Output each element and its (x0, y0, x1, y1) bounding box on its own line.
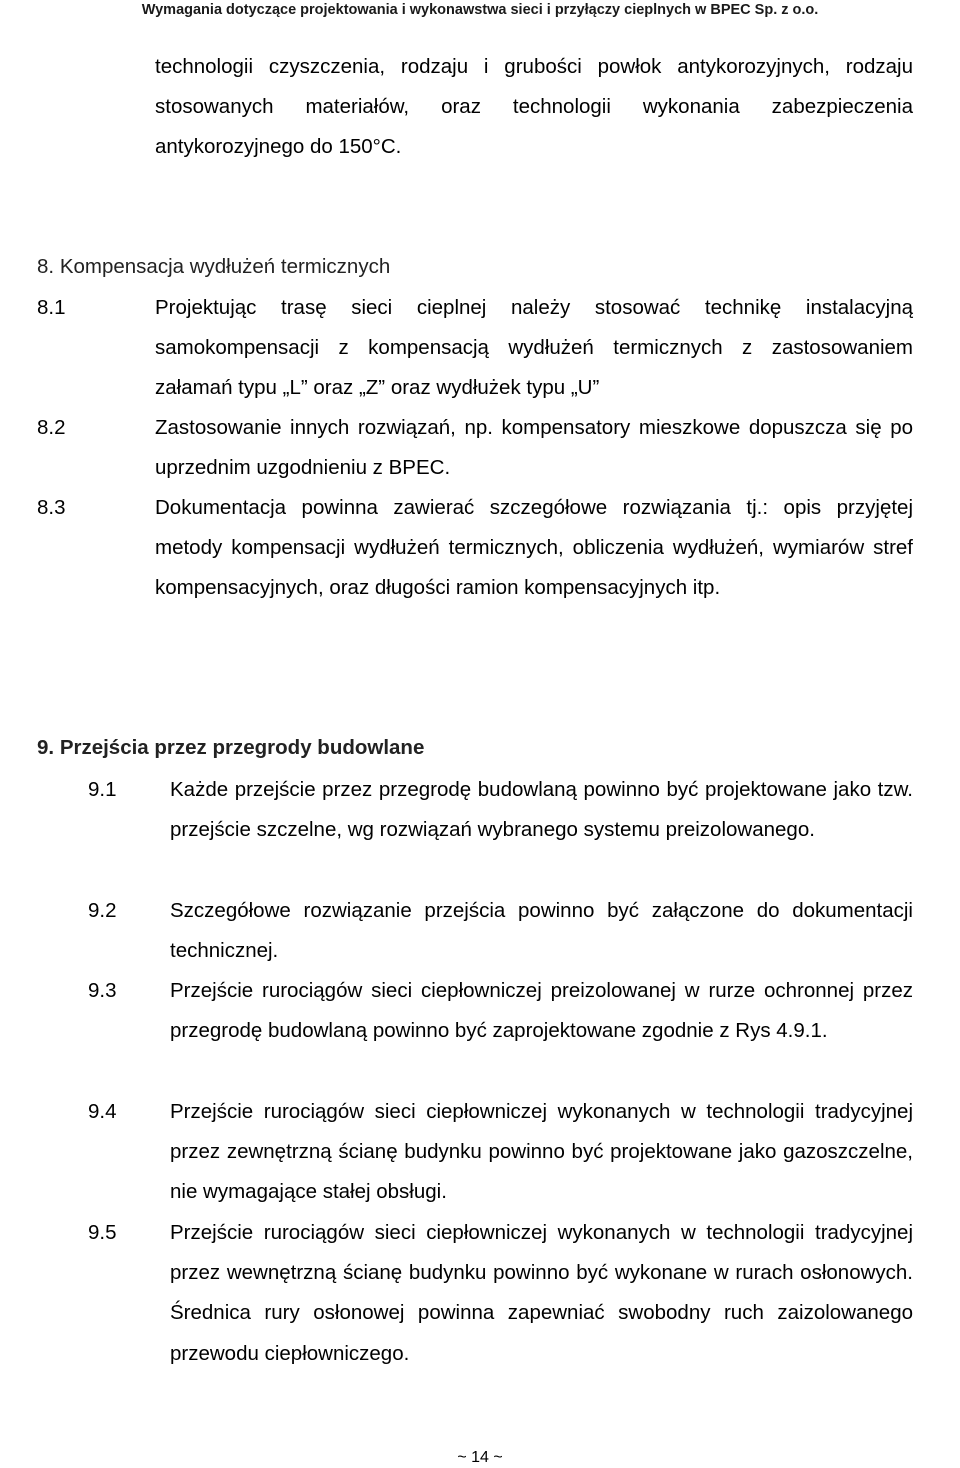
list-item-8-1 (37, 288, 913, 409)
item-number: 9.1 (88, 778, 117, 801)
running-header: Wymagania dotyczące projektowania i wykonawstwa sieci i przyłączy cieplnych w BPEC Sp. z o.o. (141, 2, 819, 18)
item-text: Przejście rurociągów sieci ciepłowniczej wykonanych w technologii tradycyjnej przez wewnętrzną ścianę budynku powinno być wykonane w rurach osłonowych. Średnica rury osłonowej powinna zapewniać swobodny ruch zaizolowanego przewodu ciepłowniczego. (170, 1221, 913, 1365)
item-text: Szczegółowe rozwiązanie przejścia powinno być załączone do dokumentacji technicznej. (170, 899, 913, 963)
section-9-title: Przejścia przez przegrody budowlane (59, 736, 425, 759)
list-item-8-2 (37, 408, 913, 488)
item-text: Każde przejście przez przegrodę budowlaną powinno być projektowane jako tzw. przejście szczelne, wg rozwiązań wybranego systemu preizolowanego. (170, 778, 913, 842)
section-8-title: Kompensacja wydłużeń termicznych (59, 255, 391, 278)
list-item-9-3 (88, 971, 913, 1051)
page-number: ~ 14 ~ (457, 1449, 503, 1466)
item-text: Projektując trasę sieci cieplnej należy stosować technikę instalacyjną samokompensacji z kompensacją wydłużeń termicznych z zastosowaniem załamań typu „L” oraz „Z” oraz wydłużek typu „U” (155, 296, 913, 400)
continuation-paragraph: technologii czyszczenia, rodzaju i grubości powłok antykorozyjnych, rodzaju stosowanych materiałów, oraz technologii wykonania zabezpieczenia antykorozyjnego do 150°C. (155, 55, 913, 159)
section-9-heading (37, 728, 424, 768)
item-text: Przejście rurociągów sieci ciepłowniczej wykonanych w technologii tradycyjnej przez zewnętrzną ścianę budynku powinno być projektowane jako gazoszczelne, nie wymagające stałej obsługi. (170, 1100, 913, 1204)
item-number: 8.1 (37, 296, 66, 319)
section-8-heading (37, 247, 390, 287)
item-number: 9.3 (88, 979, 117, 1002)
item-number: 8.2 (37, 416, 66, 439)
list-item-9-5 (88, 1213, 913, 1374)
list-item-8-3 (37, 488, 913, 609)
list-item-9-1 (88, 770, 913, 850)
list-item-9-4 (88, 1092, 913, 1213)
item-number: 8.3 (37, 496, 66, 519)
list-item-9-2 (88, 891, 913, 971)
item-text: Dokumentacja powinna zawierać szczegółowe rozwiązania tj.: opis przyjętej metody kompensacji wydłużeń termicznych, obliczenia wydłużeń, wymiarów stref kompensacyjnych, oraz długości ramion kompensacyjnych itp. (155, 496, 913, 600)
item-number: 9.4 (88, 1100, 117, 1123)
item-number: 9.2 (88, 899, 117, 922)
section-8-number: 8. (37, 255, 55, 278)
section-9-number: 9. (37, 736, 55, 759)
item-number: 9.5 (88, 1221, 117, 1244)
item-text: Zastosowanie innych rozwiązań, np. kompensatory mieszkowe dopuszcza się po uprzednim uzgodnieniu z BPEC. (155, 416, 913, 480)
item-text: Przejście rurociągów sieci ciepłowniczej preizolowanej w rurze ochronnej przez przegrodę budowlaną powinno być zaprojektowane zgodnie z Rys 4.9.1. (170, 979, 913, 1043)
